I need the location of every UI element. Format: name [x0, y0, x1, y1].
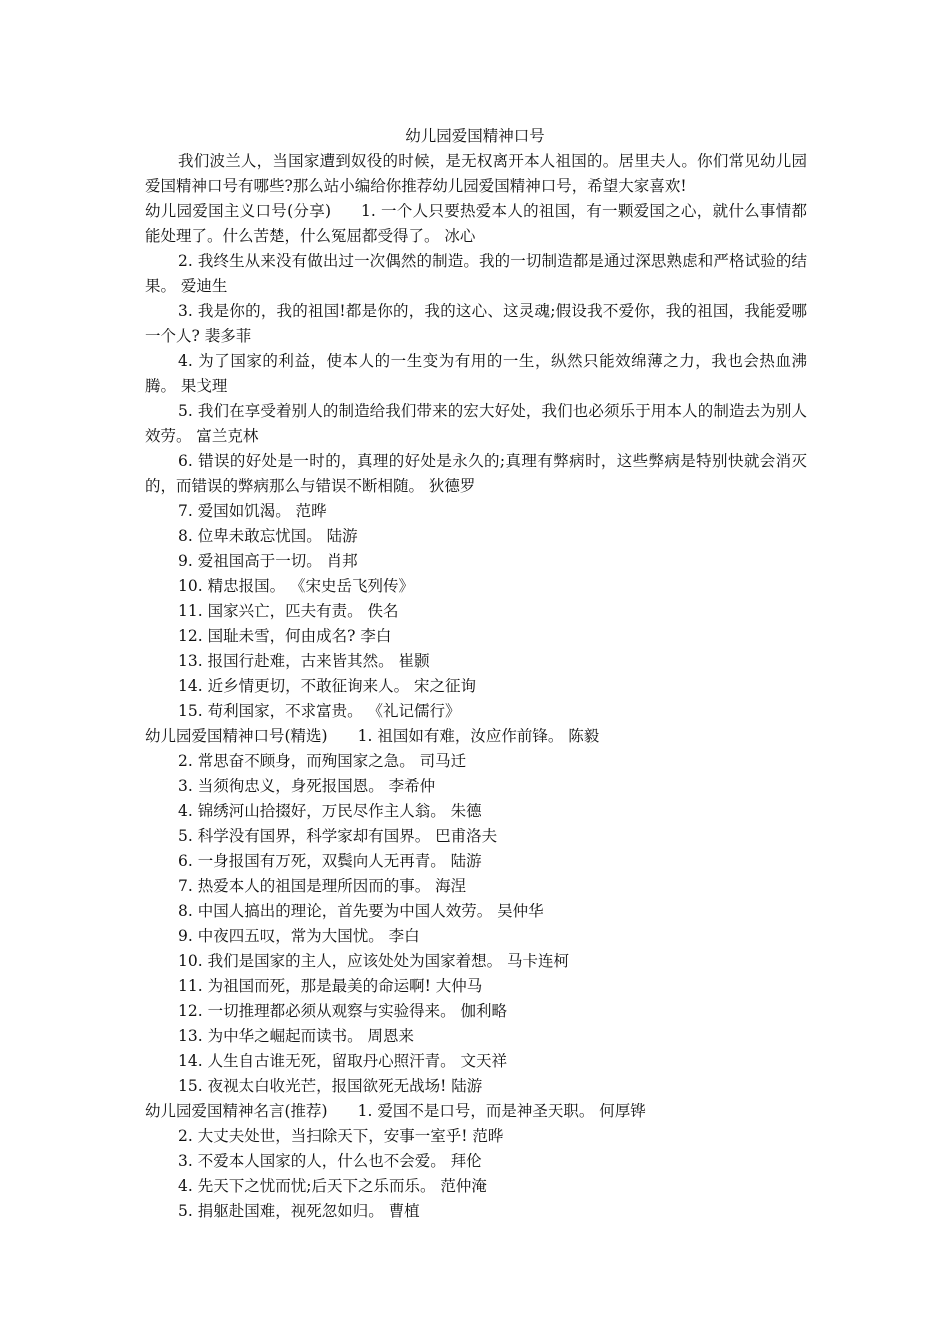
section-1-heading: 幼儿园爱国主义口号(分享) — [145, 202, 332, 220]
intro-paragraph: 我们波兰人，当国家遭到奴役的时候，是无权离开本人祖国的。居里夫人。你们常见幼儿园爱国精神口号有哪些?那么站小编给你推荐幼儿园爱国精神口号，希望大家喜欢! — [145, 152, 807, 195]
list-item: 8. 中国人搞出的理论，首先要为中国人效劳。 吴仲华 — [178, 902, 544, 920]
section-2-heading: 幼儿园爱国精神口号(精选) — [145, 727, 328, 745]
list-item: 12. 一切推理都必须从观察与实验得来。 伽利略 — [178, 1002, 508, 1020]
list-item: 5. 捐躯赴国难，视死忽如归。 曹植 — [178, 1202, 420, 1220]
section-2-first-item: 1. 祖国如有难，汝应作前锋。 陈毅 — [357, 727, 600, 745]
list-item: 11. 国家兴亡，匹夫有责。 佚名 — [178, 602, 399, 620]
list-item: 2. 大丈夫处世，当扫除天下，安事一室乎! 范晔 — [178, 1127, 504, 1145]
list-item: 2. 我终生从来没有做出过一次偶然的制造。我的一切制造都是通过深思熟虑和严格试验的结果。 爱迪生 — [145, 252, 807, 295]
document-title: 幼儿园爱国精神口号 — [405, 127, 545, 145]
list-item: 3. 不爱本人国家的人，什么也不会爱。 拜伦 — [178, 1152, 482, 1170]
list-item: 4. 锦绣河山拾掇好，万民尽作主人翁。 朱德 — [178, 802, 482, 820]
list-item: 6. 一身报国有万死，双鬓向人无再青。 陆游 — [178, 852, 482, 870]
list-item: 9. 爱祖国高于一切。 肖邦 — [178, 552, 358, 570]
list-item: 12. 国耻未雪，何由成名? 李白 — [178, 627, 392, 645]
list-item: 6. 错误的好处是一时的，真理的好处是永久的;真理有弊病时，这些弊病是特别快就会消灭的，而错误的弊病那么与错误不断相随。 狄德罗 — [145, 452, 807, 495]
list-item: 2. 常思奋不顾身，而殉国家之急。 司马迁 — [178, 752, 467, 770]
section-3 — [145, 1099, 807, 1124]
list-item: 13. 为中华之崛起而读书。 周恩来 — [178, 1027, 415, 1045]
list-item: 10. 精忠报国。 《宋史岳飞列传》 — [178, 577, 415, 595]
list-item: 7. 爱国如饥渴。 范晔 — [178, 502, 327, 520]
list-item: 5. 我们在享受着别人的制造给我们带来的宏大好处，我们也必须乐于用本人的制造去为别人效劳。 富兰克林 — [145, 402, 807, 445]
list-item: 13. 报国行赴难，古来皆其然。 崔颢 — [178, 652, 430, 670]
list-item: 14. 人生自古谁无死，留取丹心照汗青。 文天祥 — [178, 1052, 508, 1070]
list-item: 5. 科学没有国界，科学家却有国界。 巴甫洛夫 — [178, 827, 498, 845]
section-1 — [145, 199, 807, 249]
list-item: 8. 位卑未敢忘忧国。 陆游 — [178, 527, 358, 545]
list-item: 15. 苟利国家，不求富贵。 《礼记儒行》 — [178, 702, 461, 720]
list-item: 14. 近乡情更切，不敢征询来人。 宋之征询 — [178, 677, 477, 695]
section-1-first-item: 1. 一个人只要热爱本人的祖国，有一颗爱国之心，就什么事情都能处理了。什么苦楚，什么冤屈都受得了。 冰心 — [145, 202, 807, 245]
list-item: 10. 我们是国家的主人，应该处处为国家着想。 马卡连柯 — [178, 952, 570, 970]
list-item: 7. 热爱本人的祖国是理所因而的事。 海涅 — [178, 877, 467, 895]
section-2 — [145, 724, 807, 749]
document-body — [145, 149, 807, 1224]
section-3-heading: 幼儿园爱国精神名言(推荐) — [145, 1102, 328, 1120]
list-item: 9. 中夜四五叹，常为大国忧。 李白 — [178, 927, 420, 945]
list-item: 3. 当须徇忠义，身死报国恩。 李希仲 — [178, 777, 436, 795]
list-item: 11. 为祖国而死，那是最美的命运啊! 大仲马 — [178, 977, 483, 995]
list-item: 4. 为了国家的利益，使本人的一生变为有用的一生，纵然只能效绵薄之力，我也会热血沸腾。 果戈理 — [145, 352, 807, 395]
list-item: 4. 先天下之忧而忧;后天下之乐而乐。 范仲淹 — [178, 1177, 487, 1195]
list-item: 15. 夜视太白收光芒，报国欲死无战场! 陆游 — [178, 1077, 483, 1095]
section-3-first-item: 1. 爱国不是口号，而是神圣天职。 何厚铧 — [357, 1102, 646, 1120]
list-item: 3. 我是你的，我的祖国!都是你的，我的这心、这灵魂;假设我不爱你，我的祖国，我能爱哪一个人? 裴多菲 — [145, 302, 807, 345]
